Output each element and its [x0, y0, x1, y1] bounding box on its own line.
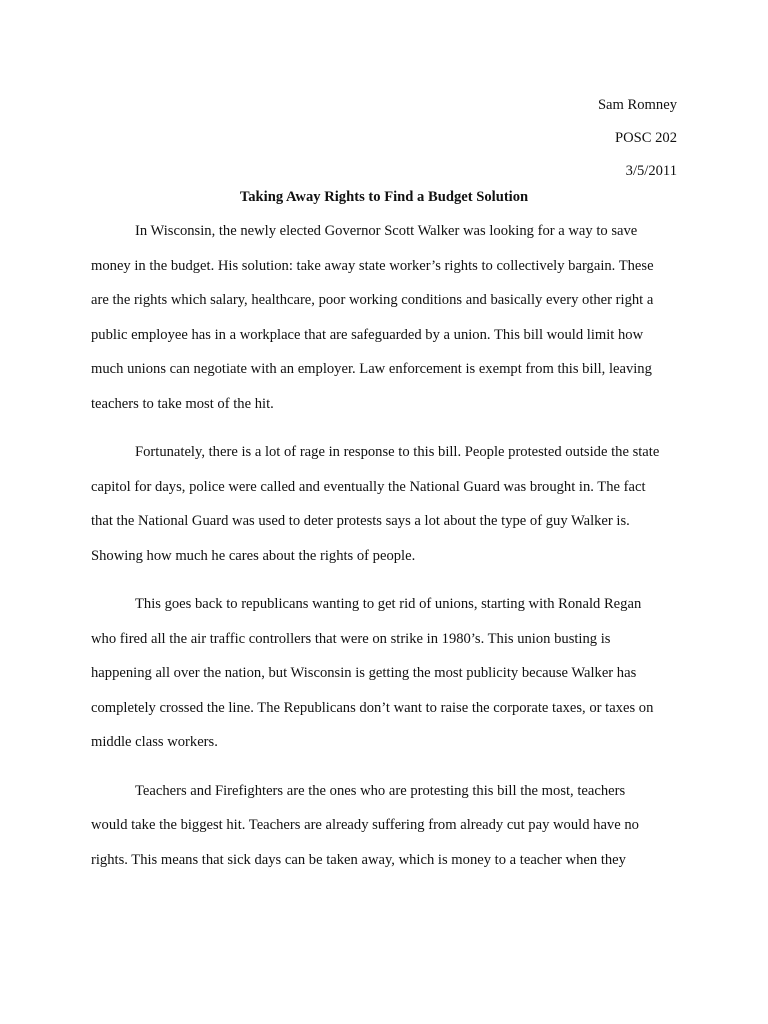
document-body	[91, 214, 680, 891]
text-line: teachers to take most of the hit.	[91, 395, 274, 412]
text-line: completely crossed the line. The Republicans don’t want to raise the corporate taxes, or taxes on	[91, 699, 654, 716]
text-line: In Wisconsin, the newly elected Governor Scott Walker was looking for a way to save	[135, 223, 638, 239]
document-date: 3/5/2011	[625, 163, 677, 179]
text-line: much unions can negotiate with an employer. Law enforcement is exempt from this bill, leaving	[91, 361, 652, 377]
text-line: who fired all the air traffic controllers that were on strike in 1980’s. This union busting is	[91, 630, 611, 647]
text-line: happening all over the nation, but Wisconsin is getting the most publicity because Walker has	[91, 665, 637, 681]
text-line: that the National Guard was used to deter protests says a lot about the type of guy Walker is.	[91, 513, 630, 529]
paragraph-2	[91, 435, 680, 573]
text-line: are the rights which salary, healthcare, poor working conditions and basically every other right a	[91, 292, 654, 308]
paragraph-3	[91, 587, 680, 760]
text-line: Teachers and Firefighters are the ones who are protesting this bill the most, teachers	[135, 782, 626, 799]
text-line: public employee has in a workplace that are safeguarded by a union. This bill would limit how	[91, 326, 644, 343]
course-code: POSC 202	[614, 130, 677, 146]
paragraph-1	[91, 214, 680, 421]
text-line: capitol for days, police were called and eventually the National Guard was brought in. The fact	[91, 478, 646, 495]
paragraph-4	[91, 774, 680, 878]
header-block	[598, 89, 677, 188]
text-line: Fortunately, there is a lot of rage in response to this bill. People protested outside the state	[135, 444, 660, 460]
document-title: Taking Away Rights to Find a Budget Solution	[239, 189, 529, 205]
text-line: This goes back to republicans wanting to get rid of unions, starting with Ronald Regan	[135, 596, 642, 612]
text-line: middle class workers.	[91, 734, 218, 750]
text-line: money in the budget. His solution: take away state worker’s rights to collectively bargain. These	[91, 257, 654, 274]
author-name: Sam Romney	[597, 97, 677, 113]
text-line: rights. This means that sick days can be taken away, which is money to a teacher when they	[91, 851, 626, 868]
text-line: would take the biggest hit. Teachers are already suffering from already cut pay would have no	[91, 817, 639, 833]
text-line: Showing how much he cares about the rights of people.	[91, 547, 416, 564]
